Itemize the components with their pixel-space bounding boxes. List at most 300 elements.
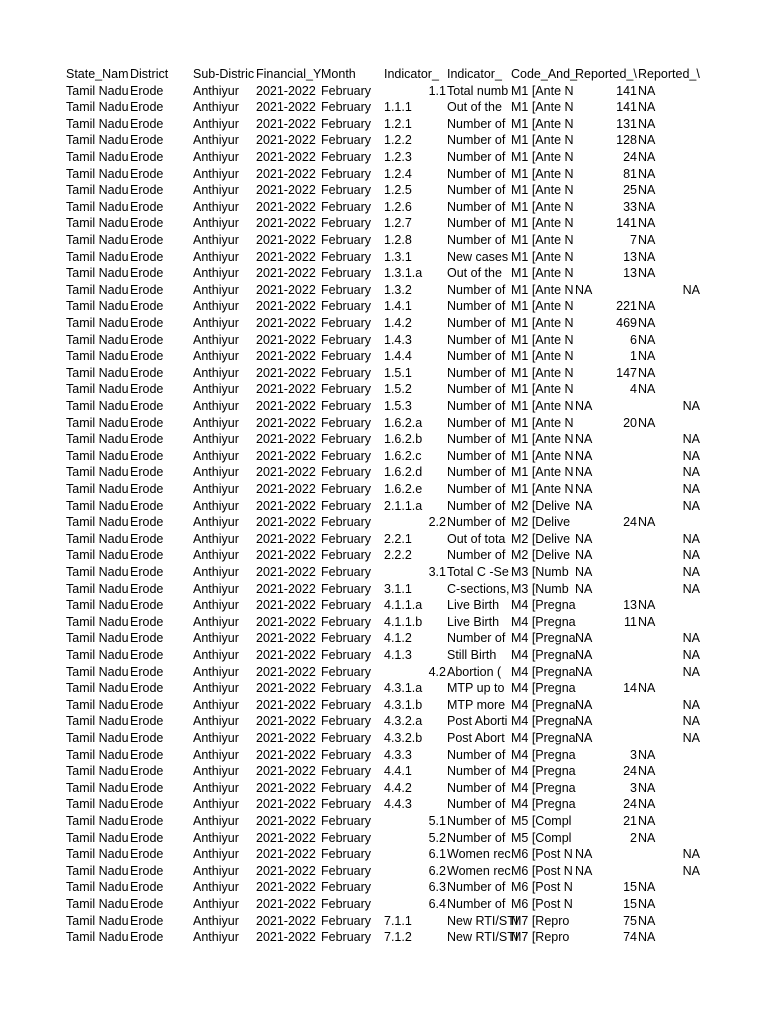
sub-district-cell[interactable]: Anthiyur <box>193 863 239 878</box>
code-and-cell[interactable]: M4 [Pregna <box>511 764 576 779</box>
indicator-code-cell[interactable]: 7.1.2 <box>384 930 412 945</box>
state-cell[interactable]: Tamil Nadu <box>66 797 129 812</box>
indicator-code-cell[interactable]: 4.1.2 <box>384 631 412 646</box>
indicator-name-cell[interactable]: Live Birth <box>447 614 500 629</box>
sub-district-cell[interactable]: Anthiyur <box>193 548 239 563</box>
state-cell[interactable]: Tamil Nadu <box>66 199 129 214</box>
reported-value-2-cell[interactable]: NA <box>638 199 656 214</box>
indicator-code-cell[interactable]: 1.2.5 <box>384 183 412 198</box>
month-cell[interactable]: February <box>321 166 372 181</box>
reported-value-cell[interactable]: 128 <box>616 133 637 148</box>
reported-value-2-cell[interactable]: NA <box>682 565 700 579</box>
indicator-code-cell[interactable]: 1.6.2.d <box>384 465 423 480</box>
sub-district-cell[interactable]: Anthiyur <box>193 614 239 629</box>
reported-value-cell[interactable]: NA <box>575 465 593 480</box>
code-and-cell[interactable]: M4 [Pregna <box>511 648 576 662</box>
district-cell[interactable]: Erode <box>130 399 164 413</box>
indicator-code-cell[interactable]: 2.2 <box>428 515 446 530</box>
financial-year-cell[interactable]: 2021-2022 <box>256 847 316 862</box>
state-cell[interactable]: Tamil Nadu <box>66 697 129 712</box>
state-cell[interactable]: Tamil Nadu <box>66 448 129 463</box>
reported-value-2-cell[interactable]: NA <box>638 365 656 380</box>
district-cell[interactable]: Erode <box>130 266 164 281</box>
sub-district-cell[interactable]: Anthiyur <box>193 880 239 895</box>
month-cell[interactable]: February <box>321 399 372 413</box>
reported-value-cell[interactable]: 469 <box>616 316 637 330</box>
month-cell[interactable]: February <box>321 382 372 397</box>
indicator-name-cell[interactable]: Out of the <box>447 100 502 115</box>
district-cell[interactable]: Erode <box>130 714 164 729</box>
code-and-cell[interactable]: M1 [Ante N <box>511 448 574 463</box>
financial-year-cell[interactable]: 2021-2022 <box>256 365 316 380</box>
district-cell[interactable]: Erode <box>130 116 164 131</box>
month-cell[interactable]: February <box>321 565 372 579</box>
reported-value-cell[interactable]: 33 <box>623 199 637 214</box>
indicator-name-cell[interactable]: Number of <box>447 116 506 131</box>
indicator-code-cell[interactable]: 1.1.1 <box>384 100 412 115</box>
district-cell[interactable]: Erode <box>130 847 164 862</box>
district-cell[interactable]: Erode <box>130 166 164 181</box>
sub-district-cell[interactable]: Anthiyur <box>193 731 239 745</box>
state-cell[interactable]: Tamil Nadu <box>66 930 129 945</box>
sub-district-cell[interactable]: Anthiyur <box>193 349 239 364</box>
sub-district-cell[interactable]: Anthiyur <box>193 432 239 447</box>
indicator-code-cell[interactable]: 2.2.2 <box>384 548 412 563</box>
sub-district-cell[interactable]: Anthiyur <box>193 847 239 862</box>
indicator-code-cell[interactable]: 1.2.4 <box>384 166 412 181</box>
financial-year-cell[interactable]: 2021-2022 <box>256 282 316 297</box>
financial-year-cell[interactable]: 2021-2022 <box>256 199 316 214</box>
reported-value-cell[interactable]: 75 <box>623 913 637 928</box>
month-cell[interactable]: February <box>321 349 372 364</box>
indicator-name-cell[interactable]: Abortion ( <box>447 664 502 679</box>
state-cell[interactable]: Tamil Nadu <box>66 880 129 895</box>
indicator-name-cell[interactable]: Number of <box>447 365 506 380</box>
month-cell[interactable]: February <box>321 548 372 563</box>
sub-district-cell[interactable]: Anthiyur <box>193 150 239 164</box>
sub-district-cell[interactable]: Anthiyur <box>193 714 239 729</box>
financial-year-cell[interactable]: 2021-2022 <box>256 83 316 98</box>
sub-district-cell[interactable]: Anthiyur <box>193 415 239 430</box>
indicator-name-cell[interactable]: Number of <box>447 316 506 330</box>
reported-value-cell[interactable]: 14 <box>623 681 637 696</box>
indicator-code-cell[interactable]: 1.6.2.a <box>384 415 423 430</box>
reported-value-2-cell[interactable]: NA <box>638 216 656 231</box>
sub-district-cell[interactable]: Anthiyur <box>193 233 239 247</box>
indicator-code-cell[interactable]: 4.2 <box>428 664 446 679</box>
reported-value-2-cell[interactable]: NA <box>638 614 656 629</box>
reported-value-cell[interactable]: 15 <box>623 897 637 911</box>
month-cell[interactable]: February <box>321 316 372 330</box>
code-and-cell[interactable]: M1 [Ante N <box>511 415 574 430</box>
code-and-cell[interactable]: M1 [Ante N <box>511 100 574 115</box>
district-cell[interactable]: Erode <box>130 780 164 795</box>
code-and-cell[interactable]: M1 [Ante N <box>511 349 574 364</box>
indicator-name-cell[interactable]: Number of <box>447 498 506 513</box>
state-cell[interactable]: Tamil Nadu <box>66 233 129 247</box>
month-cell[interactable]: February <box>321 930 372 945</box>
sub-district-cell[interactable]: Anthiyur <box>193 365 239 380</box>
state-cell[interactable]: Tamil Nadu <box>66 731 129 745</box>
reported-value-cell[interactable]: NA <box>575 565 593 579</box>
indicator-code-cell[interactable]: 1.5.2 <box>384 382 412 397</box>
financial-year-cell[interactable]: 2021-2022 <box>256 166 316 181</box>
financial-year-cell[interactable]: 2021-2022 <box>256 482 316 496</box>
state-cell[interactable]: Tamil Nadu <box>66 897 129 911</box>
indicator-code-cell[interactable]: 3.1 <box>428 565 446 579</box>
sub-district-cell[interactable]: Anthiyur <box>193 166 239 181</box>
indicator-name-cell[interactable]: Number of <box>447 897 506 911</box>
code-and-cell[interactable]: M7 [Repro <box>511 930 570 945</box>
indicator-code-cell[interactable]: 2.1.1.a <box>384 498 423 513</box>
month-cell[interactable]: February <box>321 830 372 845</box>
state-cell[interactable]: Tamil Nadu <box>66 747 129 762</box>
reported-value-cell[interactable]: 11 <box>624 614 637 629</box>
state-cell[interactable]: Tamil Nadu <box>66 482 129 496</box>
month-cell[interactable]: February <box>321 581 372 596</box>
code-and-cell[interactable]: M1 [Ante N <box>511 482 574 496</box>
month-cell[interactable]: February <box>321 83 372 98</box>
code-and-cell[interactable]: M1 [Ante N <box>511 233 574 247</box>
district-cell[interactable]: Erode <box>130 498 164 513</box>
reported-value-cell[interactable]: 141 <box>616 83 637 98</box>
financial-year-cell[interactable]: 2021-2022 <box>256 863 316 878</box>
code-and-cell[interactable]: M1 [Ante N <box>511 266 574 281</box>
financial-year-cell[interactable]: 2021-2022 <box>256 697 316 712</box>
month-cell[interactable]: February <box>321 880 372 895</box>
indicator-name-cell[interactable]: Number of <box>447 797 506 812</box>
month-cell[interactable]: February <box>321 614 372 629</box>
indicator-code-cell[interactable]: 1.6.2.e <box>384 482 423 496</box>
district-cell[interactable]: Erode <box>130 631 164 646</box>
sub-district-cell[interactable]: Anthiyur <box>193 382 239 397</box>
reported-value-2-cell[interactable]: NA <box>682 863 700 878</box>
column-header[interactable]: Month <box>321 67 356 81</box>
month-cell[interactable]: February <box>321 216 372 231</box>
sub-district-cell[interactable]: Anthiyur <box>193 199 239 214</box>
code-and-cell[interactable]: M4 [Pregna <box>511 664 576 679</box>
financial-year-cell[interactable]: 2021-2022 <box>256 332 316 347</box>
financial-year-cell[interactable]: 2021-2022 <box>256 897 316 911</box>
sub-district-cell[interactable]: Anthiyur <box>193 83 239 98</box>
column-header[interactable]: Sub-Distric <box>193 67 255 81</box>
district-cell[interactable]: Erode <box>130 465 164 480</box>
reported-value-2-cell[interactable]: NA <box>638 83 656 98</box>
financial-year-cell[interactable]: 2021-2022 <box>256 316 316 330</box>
indicator-name-cell[interactable]: Number of <box>447 515 506 530</box>
district-cell[interactable]: Erode <box>130 216 164 231</box>
state-cell[interactable]: Tamil Nadu <box>66 764 129 779</box>
reported-value-cell[interactable]: NA <box>575 648 593 662</box>
indicator-name-cell[interactable]: MTP more <box>447 697 506 712</box>
indicator-code-cell[interactable]: 4.4.2 <box>384 780 412 795</box>
district-cell[interactable]: Erode <box>130 764 164 779</box>
indicator-code-cell[interactable]: 1.2.2 <box>384 133 412 148</box>
district-cell[interactable]: Erode <box>130 249 164 264</box>
month-cell[interactable]: February <box>321 664 372 679</box>
reported-value-cell[interactable]: NA <box>575 498 593 513</box>
month-cell[interactable]: February <box>321 714 372 729</box>
state-cell[interactable]: Tamil Nadu <box>66 183 129 198</box>
column-header[interactable]: Indicator_ <box>384 67 439 81</box>
month-cell[interactable]: February <box>321 266 372 281</box>
indicator-code-cell[interactable]: 1.1 <box>428 83 446 98</box>
reported-value-2-cell[interactable]: NA <box>638 266 656 281</box>
financial-year-cell[interactable]: 2021-2022 <box>256 150 316 164</box>
indicator-code-cell[interactable]: 5.1 <box>428 814 446 828</box>
reported-value-2-cell[interactable]: NA <box>638 150 656 164</box>
state-cell[interactable]: Tamil Nadu <box>66 598 129 613</box>
district-cell[interactable]: Erode <box>130 814 164 828</box>
indicator-name-cell[interactable]: Post Aborti <box>447 714 508 729</box>
indicator-code-cell[interactable]: 1.3.1.a <box>384 266 423 281</box>
indicator-name-cell[interactable]: MTP up to <box>447 681 505 696</box>
reported-value-2-cell[interactable]: NA <box>682 731 700 745</box>
reported-value-cell[interactable]: 21 <box>623 814 637 828</box>
column-header[interactable]: Reported_\ <box>575 67 637 81</box>
district-cell[interactable]: Erode <box>130 432 164 447</box>
state-cell[interactable]: Tamil Nadu <box>66 714 129 729</box>
reported-value-2-cell[interactable]: NA <box>638 830 656 845</box>
sub-district-cell[interactable]: Anthiyur <box>193 465 239 480</box>
month-cell[interactable]: February <box>321 515 372 530</box>
district-cell[interactable]: Erode <box>130 880 164 895</box>
sub-district-cell[interactable]: Anthiyur <box>193 913 239 928</box>
reported-value-2-cell[interactable]: NA <box>638 166 656 181</box>
sub-district-cell[interactable]: Anthiyur <box>193 448 239 463</box>
financial-year-cell[interactable]: 2021-2022 <box>256 249 316 264</box>
reported-value-cell[interactable]: 131 <box>616 116 637 131</box>
code-and-cell[interactable]: M1 [Ante N <box>511 183 574 198</box>
column-header[interactable]: Indicator_ <box>447 67 502 81</box>
reported-value-2-cell[interactable]: NA <box>682 282 700 297</box>
indicator-name-cell[interactable]: Post Abort <box>447 731 505 745</box>
reported-value-cell[interactable]: 13 <box>623 598 637 613</box>
indicator-code-cell[interactable]: 4.1.1.a <box>384 598 423 613</box>
reported-value-2-cell[interactable]: NA <box>682 531 700 546</box>
reported-value-2-cell[interactable]: NA <box>638 913 656 928</box>
reported-value-2-cell[interactable]: NA <box>638 299 656 314</box>
reported-value-2-cell[interactable]: NA <box>638 814 656 828</box>
reported-value-2-cell[interactable]: NA <box>638 249 656 264</box>
indicator-code-cell[interactable]: 1.5.3 <box>384 399 412 413</box>
code-and-cell[interactable]: M4 [Pregna <box>511 697 576 712</box>
state-cell[interactable]: Tamil Nadu <box>66 266 129 281</box>
indicator-name-cell[interactable]: Number of <box>447 382 506 397</box>
month-cell[interactable]: February <box>321 780 372 795</box>
state-cell[interactable]: Tamil Nadu <box>66 282 129 297</box>
state-cell[interactable]: Tamil Nadu <box>66 382 129 397</box>
district-cell[interactable]: Erode <box>130 415 164 430</box>
reported-value-cell[interactable]: NA <box>575 863 593 878</box>
financial-year-cell[interactable]: 2021-2022 <box>256 631 316 646</box>
district-cell[interactable]: Erode <box>130 515 164 530</box>
reported-value-cell[interactable]: 141 <box>616 216 637 231</box>
code-and-cell[interactable]: M4 [Pregna <box>511 780 576 795</box>
indicator-name-cell[interactable]: Number of <box>447 764 506 779</box>
code-and-cell[interactable]: M2 [Delive <box>511 548 571 563</box>
reported-value-2-cell[interactable]: NA <box>638 681 656 696</box>
sub-district-cell[interactable]: Anthiyur <box>193 797 239 812</box>
code-and-cell[interactable]: M1 [Ante N <box>511 382 574 397</box>
indicator-name-cell[interactable]: Women rec <box>447 847 511 862</box>
code-and-cell[interactable]: M6 [Post N <box>511 880 573 895</box>
month-cell[interactable]: February <box>321 299 372 314</box>
month-cell[interactable]: February <box>321 863 372 878</box>
state-cell[interactable]: Tamil Nadu <box>66 399 129 413</box>
indicator-name-cell[interactable]: Number of <box>447 830 506 845</box>
financial-year-cell[interactable]: 2021-2022 <box>256 830 316 845</box>
code-and-cell[interactable]: M6 [Post N <box>511 897 573 911</box>
indicator-name-cell[interactable]: New RTI/STI <box>447 930 519 945</box>
month-cell[interactable]: February <box>321 764 372 779</box>
indicator-code-cell[interactable]: 6.2 <box>428 863 446 878</box>
reported-value-cell[interactable]: 221 <box>616 299 637 314</box>
district-cell[interactable]: Erode <box>130 133 164 148</box>
reported-value-2-cell[interactable]: NA <box>682 399 700 413</box>
reported-value-cell[interactable]: 13 <box>623 266 637 281</box>
sub-district-cell[interactable]: Anthiyur <box>193 897 239 911</box>
sub-district-cell[interactable]: Anthiyur <box>193 116 239 131</box>
month-cell[interactable]: February <box>321 432 372 447</box>
indicator-name-cell[interactable]: Number of <box>447 432 506 447</box>
financial-year-cell[interactable]: 2021-2022 <box>256 714 316 729</box>
month-cell[interactable]: February <box>321 913 372 928</box>
sub-district-cell[interactable]: Anthiyur <box>193 830 239 845</box>
state-cell[interactable]: Tamil Nadu <box>66 515 129 530</box>
reported-value-2-cell[interactable]: NA <box>638 880 656 895</box>
financial-year-cell[interactable]: 2021-2022 <box>256 664 316 679</box>
district-cell[interactable]: Erode <box>130 332 164 347</box>
sub-district-cell[interactable]: Anthiyur <box>193 282 239 297</box>
indicator-code-cell[interactable]: 1.2.8 <box>384 233 412 247</box>
financial-year-cell[interactable]: 2021-2022 <box>256 266 316 281</box>
month-cell[interactable]: February <box>321 531 372 546</box>
indicator-code-cell[interactable]: 4.1.3 <box>384 648 412 662</box>
reported-value-cell[interactable]: NA <box>575 432 593 447</box>
sub-district-cell[interactable]: Anthiyur <box>193 664 239 679</box>
reported-value-cell[interactable]: NA <box>575 399 593 413</box>
reported-value-2-cell[interactable]: NA <box>682 697 700 712</box>
reported-value-2-cell[interactable]: NA <box>682 648 700 662</box>
indicator-code-cell[interactable]: 2.2.1 <box>384 531 412 546</box>
financial-year-cell[interactable]: 2021-2022 <box>256 382 316 397</box>
code-and-cell[interactable]: M1 [Ante N <box>511 83 574 98</box>
state-cell[interactable]: Tamil Nadu <box>66 166 129 181</box>
reported-value-cell[interactable]: NA <box>575 548 593 563</box>
reported-value-cell[interactable]: 13 <box>623 249 637 264</box>
reported-value-2-cell[interactable]: NA <box>638 930 656 945</box>
reported-value-cell[interactable]: 25 <box>623 183 637 198</box>
reported-value-2-cell[interactable]: NA <box>638 598 656 613</box>
indicator-code-cell[interactable]: 1.6.2.b <box>384 432 423 447</box>
indicator-name-cell[interactable]: Number of <box>447 349 506 364</box>
indicator-code-cell[interactable]: 7.1.1 <box>384 913 412 928</box>
reported-value-cell[interactable]: NA <box>575 731 593 745</box>
reported-value-cell[interactable]: NA <box>575 664 593 679</box>
reported-value-cell[interactable]: NA <box>575 482 593 496</box>
indicator-name-cell[interactable]: Total numb <box>447 83 509 98</box>
state-cell[interactable]: Tamil Nadu <box>66 631 129 646</box>
state-cell[interactable]: Tamil Nadu <box>66 863 129 878</box>
month-cell[interactable]: February <box>321 598 372 613</box>
reported-value-2-cell[interactable]: NA <box>682 432 700 447</box>
indicator-name-cell[interactable]: Number of <box>447 482 506 496</box>
month-cell[interactable]: February <box>321 282 372 297</box>
district-cell[interactable]: Erode <box>130 747 164 762</box>
indicator-name-cell[interactable]: Number of <box>447 780 506 795</box>
financial-year-cell[interactable]: 2021-2022 <box>256 764 316 779</box>
month-cell[interactable]: February <box>321 133 372 148</box>
month-cell[interactable]: February <box>321 116 372 131</box>
indicator-code-cell[interactable]: 4.3.2.a <box>384 714 423 729</box>
code-and-cell[interactable]: M1 [Ante N <box>511 399 574 413</box>
indicator-name-cell[interactable]: New cases <box>447 249 509 264</box>
district-cell[interactable]: Erode <box>130 648 164 662</box>
month-cell[interactable]: February <box>321 183 372 198</box>
reported-value-2-cell[interactable]: NA <box>638 747 656 762</box>
sub-district-cell[interactable]: Anthiyur <box>193 814 239 828</box>
indicator-code-cell[interactable]: 1.3.1 <box>384 249 412 264</box>
financial-year-cell[interactable]: 2021-2022 <box>256 116 316 131</box>
indicator-name-cell[interactable]: Number of <box>447 399 506 413</box>
state-cell[interactable]: Tamil Nadu <box>66 349 129 364</box>
indicator-name-cell[interactable]: Number of <box>447 299 506 314</box>
state-cell[interactable]: Tamil Nadu <box>66 249 129 264</box>
sub-district-cell[interactable]: Anthiyur <box>193 747 239 762</box>
code-and-cell[interactable]: M3 [Numb <box>511 581 569 596</box>
district-cell[interactable]: Erode <box>130 581 164 596</box>
month-cell[interactable]: February <box>321 199 372 214</box>
sub-district-cell[interactable]: Anthiyur <box>193 531 239 546</box>
financial-year-cell[interactable]: 2021-2022 <box>256 216 316 231</box>
indicator-code-cell[interactable]: 1.4.1 <box>384 299 412 314</box>
indicator-code-cell[interactable]: 6.1 <box>428 847 446 862</box>
financial-year-cell[interactable]: 2021-2022 <box>256 930 316 945</box>
state-cell[interactable]: Tamil Nadu <box>66 216 129 231</box>
reported-value-cell[interactable]: 81 <box>623 166 637 181</box>
indicator-name-cell[interactable]: Number of <box>447 150 506 164</box>
sub-district-cell[interactable]: Anthiyur <box>193 249 239 264</box>
reported-value-2-cell[interactable]: NA <box>638 382 656 397</box>
financial-year-cell[interactable]: 2021-2022 <box>256 731 316 745</box>
financial-year-cell[interactable]: 2021-2022 <box>256 448 316 463</box>
indicator-code-cell[interactable]: 4.3.2.b <box>384 731 423 745</box>
code-and-cell[interactable]: M1 [Ante N <box>511 316 574 330</box>
district-cell[interactable]: Erode <box>130 233 164 247</box>
financial-year-cell[interactable]: 2021-2022 <box>256 548 316 563</box>
code-and-cell[interactable]: M4 [Pregna <box>511 614 576 629</box>
financial-year-cell[interactable]: 2021-2022 <box>256 515 316 530</box>
month-cell[interactable]: February <box>321 797 372 812</box>
reported-value-2-cell[interactable]: NA <box>638 116 656 131</box>
month-cell[interactable]: February <box>321 681 372 696</box>
state-cell[interactable]: Tamil Nadu <box>66 83 129 98</box>
column-header[interactable]: Code_And_ <box>511 67 578 81</box>
sub-district-cell[interactable]: Anthiyur <box>193 581 239 596</box>
state-cell[interactable]: Tamil Nadu <box>66 465 129 480</box>
reported-value-2-cell[interactable]: NA <box>638 515 656 530</box>
sub-district-cell[interactable]: Anthiyur <box>193 780 239 795</box>
state-cell[interactable]: Tamil Nadu <box>66 332 129 347</box>
column-header[interactable]: Financial_Y <box>256 67 322 81</box>
indicator-name-cell[interactable]: Total C -Se <box>447 565 509 579</box>
month-cell[interactable]: February <box>321 847 372 862</box>
state-cell[interactable]: Tamil Nadu <box>66 830 129 845</box>
state-cell[interactable]: Tamil Nadu <box>66 664 129 679</box>
district-cell[interactable]: Erode <box>130 382 164 397</box>
indicator-name-cell[interactable]: Number of <box>447 631 506 646</box>
